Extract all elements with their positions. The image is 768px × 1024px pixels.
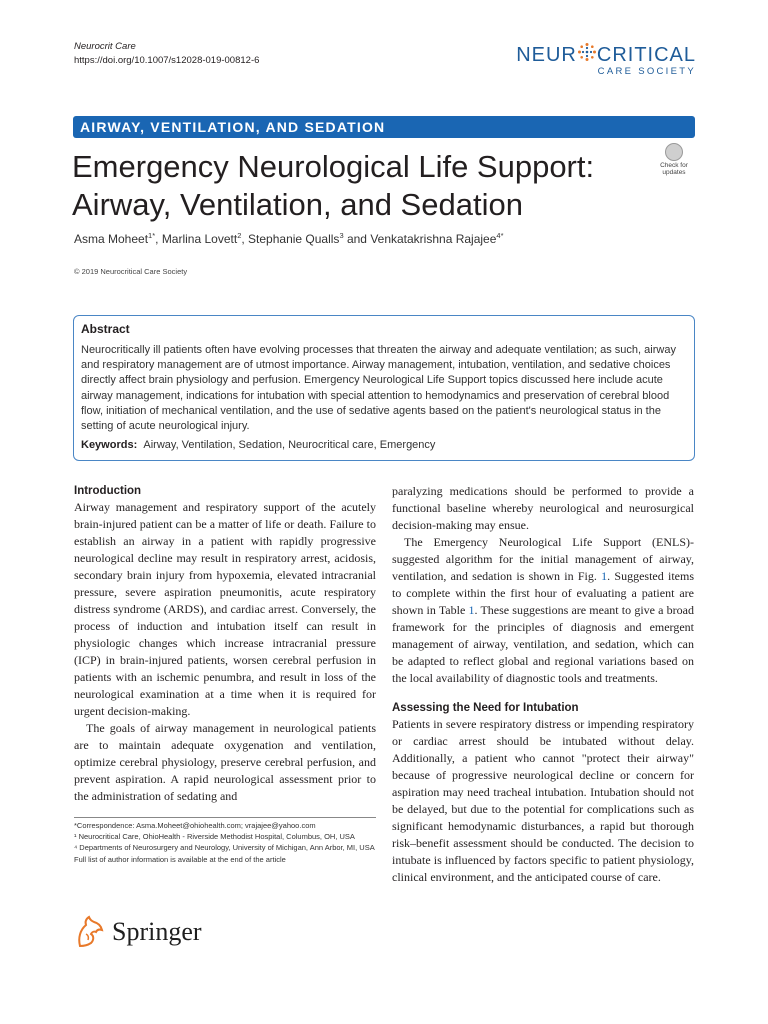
author-affiliation: 1* (148, 231, 156, 240)
paragraph: paralyzing medications should be performed to provide a functional baseline whereby neurological and neurosurgical decision-making may ensue. (392, 484, 694, 532)
correspondence-note: *Correspondence: Asma.Moheet@ohiohealth.com; vrajajee@yahoo.com (74, 821, 316, 830)
logo-wordmark (516, 44, 696, 67)
author-separator: , (241, 232, 249, 246)
author-affiliation: 2 (237, 231, 242, 240)
check-for-updates-badge[interactable] (655, 141, 693, 179)
section-label: AIRWAY, VENTILATION, AND SEDATION (73, 116, 695, 138)
check-updates-label: Check for updates (660, 162, 688, 176)
springer-logo (72, 912, 222, 952)
paragraph: The Emergency Neurological Life Support (ENLS)-suggested algorithm for the initial management of airway, ventilation, and sedation is shown in Fig. 1. Suggested items to complete within the first hour of evaluating a patient are shown in Table 1. These suggestions are meant to give a broad framework for the principles of diagnosis and emergent management of airway, ventilation, and sedation, which can be adapted to reflect global and regional variations based on the local availability of diagnostic tools and treatments. (392, 535, 695, 685)
author-affiliation: 4* (496, 231, 504, 240)
paragraph: Patients in severe respiratory distress or impending respiratory or cardiac arrest should be intubated without delay. Additionally, a patient who cannot "protect their airway" because of progressive neurological decline or concern for aspiration may need tracheal intubation. Intubation should not be delayed, but due to the potential for complications such as significant hemodynamic disturbances, a rapid but thorough risk–benefit assessment should be conducted. The decision to intubate is influenced by factors specific to patient physiology, clinical environment, and the anticipated course of care. (392, 717, 694, 884)
abstract-text: Neurocritically ill patients often have evolving processes that threaten the airway and adequate ventilation; as such, airway and respiratory management are of utmost importance. Airway management, intubation, ventilation, and sedative choices directly affect brain physiology and perfusion. Emergency Neurological Life Support topics discussed here include acute airway management, indications for intubation with special attention to hemodynamics and preservation of cerebral blood flow, initiation of mechanical ventilation, and the use of sedative agents based on the patient's neurological status in the setting of acute neurological injury. (81, 344, 676, 433)
copyright-notice: © 2019 Neurocritical Care Society (74, 267, 188, 276)
section-heading-assessing: Assessing the Need for Intubation (392, 702, 579, 714)
publisher-name: Springer (112, 917, 202, 946)
author-name: Marlina Lovett (161, 232, 238, 246)
author-name: Stephanie Qualls (248, 232, 340, 246)
logo-subtext: CARE SOCIETY (597, 66, 696, 77)
journal-meta (74, 40, 259, 68)
author-name: Venkatakrishna Rajajee (370, 232, 497, 246)
footnotes (74, 820, 376, 865)
body-right-column (392, 483, 694, 886)
footnote-divider (74, 817, 376, 818)
author-name: Asma Moheet (74, 232, 149, 246)
section-heading-introduction: Introduction (74, 485, 142, 497)
paragraph: Airway management and respiratory support of the acutely brain-injured patient can be a matter of life or death. Failure to establish an airway in a patient with rapidly progressive neurological decline may result in respiratory arrest, acidosis, secondary brain injury from hypoxemia, elevated intracranial pressure, severe aspiration pneumonitis, acute respiratory distress syndrome (ARDS), and cardiac arrest. Conversely, the process of induction and intubation itself can result in physiologic changes which increase intracranial pressure (ICP) in brain-injured patients, worsen cerebral perfusion in patients with an ischemic penumbra, and result in loss of the neurological examination at a time when it is required for urgent decision-making. (74, 500, 376, 718)
table-link[interactable]: 1 (468, 603, 475, 617)
author-separator: , (155, 232, 162, 246)
logo-text-left: NEUR (516, 44, 577, 66)
keywords (81, 439, 681, 451)
article-title: Emergency Neurological Life Support: Airway, Ventilation, and Sedation (72, 149, 595, 222)
logo-star-icon (577, 42, 597, 67)
doi-link[interactable]: https://doi.org/10.1007/s12028-019-00812-6 (74, 55, 260, 66)
keywords-list: Airway, Ventilation, Sedation, Neurocritical care, Emergency (143, 439, 436, 451)
journal-name: Neurocrit Care (74, 41, 136, 52)
author-info-note: Full list of author information is available at the end of the article (74, 854, 286, 864)
author-separator: and (343, 232, 371, 246)
paragraph: The goals of airway management in neurological patients are to maintain adequate oxygenation and ventilation, optimize cerebral physiology, preserve cerebral perfusion, and prevent aspiration. A rapid neurological assessment prior to the administration of sedating and (74, 721, 376, 803)
neurocritical-care-society-logo (508, 44, 696, 80)
check-updates-icon (665, 143, 683, 161)
author-affiliation: 3 (339, 231, 344, 240)
springer-horse-icon (72, 914, 108, 950)
author-list (74, 231, 504, 246)
figure-link[interactable]: 1 (601, 569, 608, 583)
affiliation-note: ⁴ Departments of Neurosurgery and Neurology, University of Michigan, Ann Arbor, MI, USA (74, 843, 375, 853)
keywords-label: Keywords: (81, 439, 138, 451)
affiliation-note: ¹ Neurocritical Care, OhioHealth - Riverside Methodist Hospital, Columbus, OH, USA (74, 832, 355, 842)
body-left-column (74, 483, 376, 805)
abstract-heading: Abstract (81, 322, 130, 336)
logo-text-right: CRITICAL (596, 44, 696, 66)
